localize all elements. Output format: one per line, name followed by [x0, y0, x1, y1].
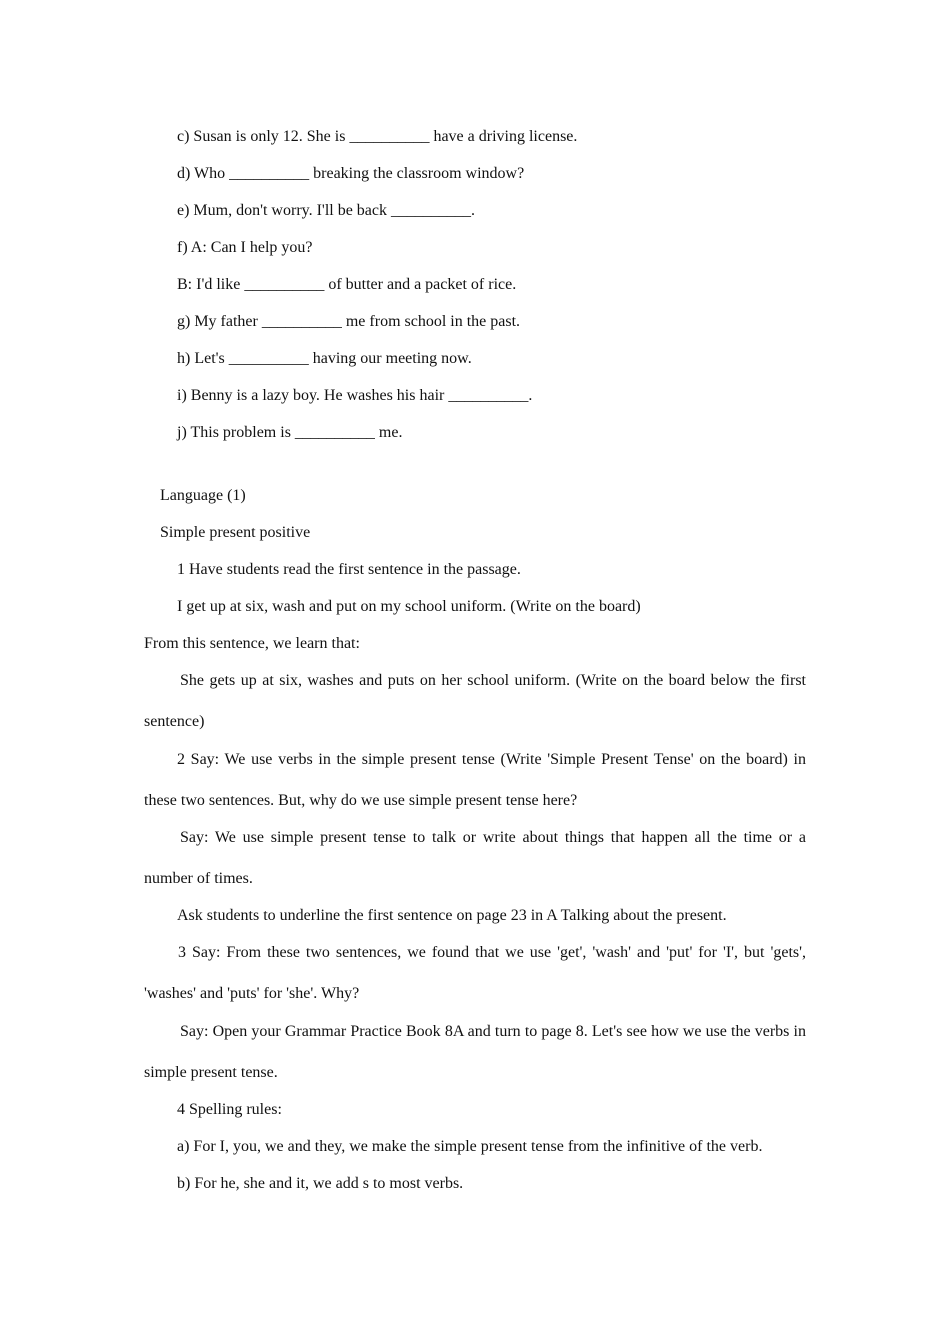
- example-sentence-2: She gets up at six, washes and puts on her school uniform. (Write on the board below the first sentence): [144, 672, 806, 730]
- section-heading: Language (1): [160, 487, 246, 504]
- section-subheading: Simple present positive: [160, 524, 311, 541]
- exercise-item-j: j) This problem is __________ me.: [177, 424, 403, 441]
- exercise-item-g: g) My father __________ me from school in the past.: [177, 313, 521, 330]
- spelling-rule-a: a) For I, you, we and they, we make the simple present tense from the infinitive of the verb.: [177, 1138, 763, 1155]
- spelling-rule-b: b) For he, she and it, we add s to most verbs.: [177, 1175, 464, 1192]
- exercise-item-c: c) Susan is only 12. She is __________ have a driving license.: [177, 128, 578, 145]
- step-3: 3 Say: From these two sentences, we found that we use 'get', 'wash' and 'put' for 'I', but 'gets', 'washes' and 'puts' for 'she'. Why?: [144, 944, 806, 1002]
- exercise-item-i: i) Benny is a lazy boy. He washes his hair __________.: [177, 387, 533, 404]
- say-paragraph-1: Say: We use simple present tense to talk or write about things that happen all the time or a number of times.: [144, 829, 806, 887]
- exercise-item-h: h) Let's __________ having our meeting now.: [177, 350, 472, 367]
- exercise-item-e: e) Mum, don't worry. I'll be back __________.: [177, 202, 476, 219]
- say-paragraph-2: Say: Open your Grammar Practice Book 8A and turn to page 8. Let's see how we use the verbs in simple present tense.: [144, 1023, 806, 1081]
- learn-line: From this sentence, we learn that:: [144, 635, 360, 652]
- step-2: 2 Say: We use verbs in the simple present tense (Write 'Simple Present Tense' on the board) in these two sentences. But, why do we use simple present tense here?: [144, 751, 806, 809]
- example-sentence-1: I get up at six, wash and put on my school uniform. (Write on the board): [177, 598, 641, 615]
- exercise-item-f-b: B: I'd like __________ of butter and a packet of rice.: [177, 276, 517, 293]
- exercise-item-f-a: f) A: Can I help you?: [177, 239, 313, 256]
- step-1: 1 Have students read the first sentence in the passage.: [177, 561, 521, 578]
- ask-line: Ask students to underline the first sentence on page 23 in A Talking about the present.: [177, 907, 727, 924]
- exercise-item-d: d) Who __________ breaking the classroom window?: [177, 165, 525, 182]
- step-4: 4 Spelling rules:: [177, 1101, 282, 1118]
